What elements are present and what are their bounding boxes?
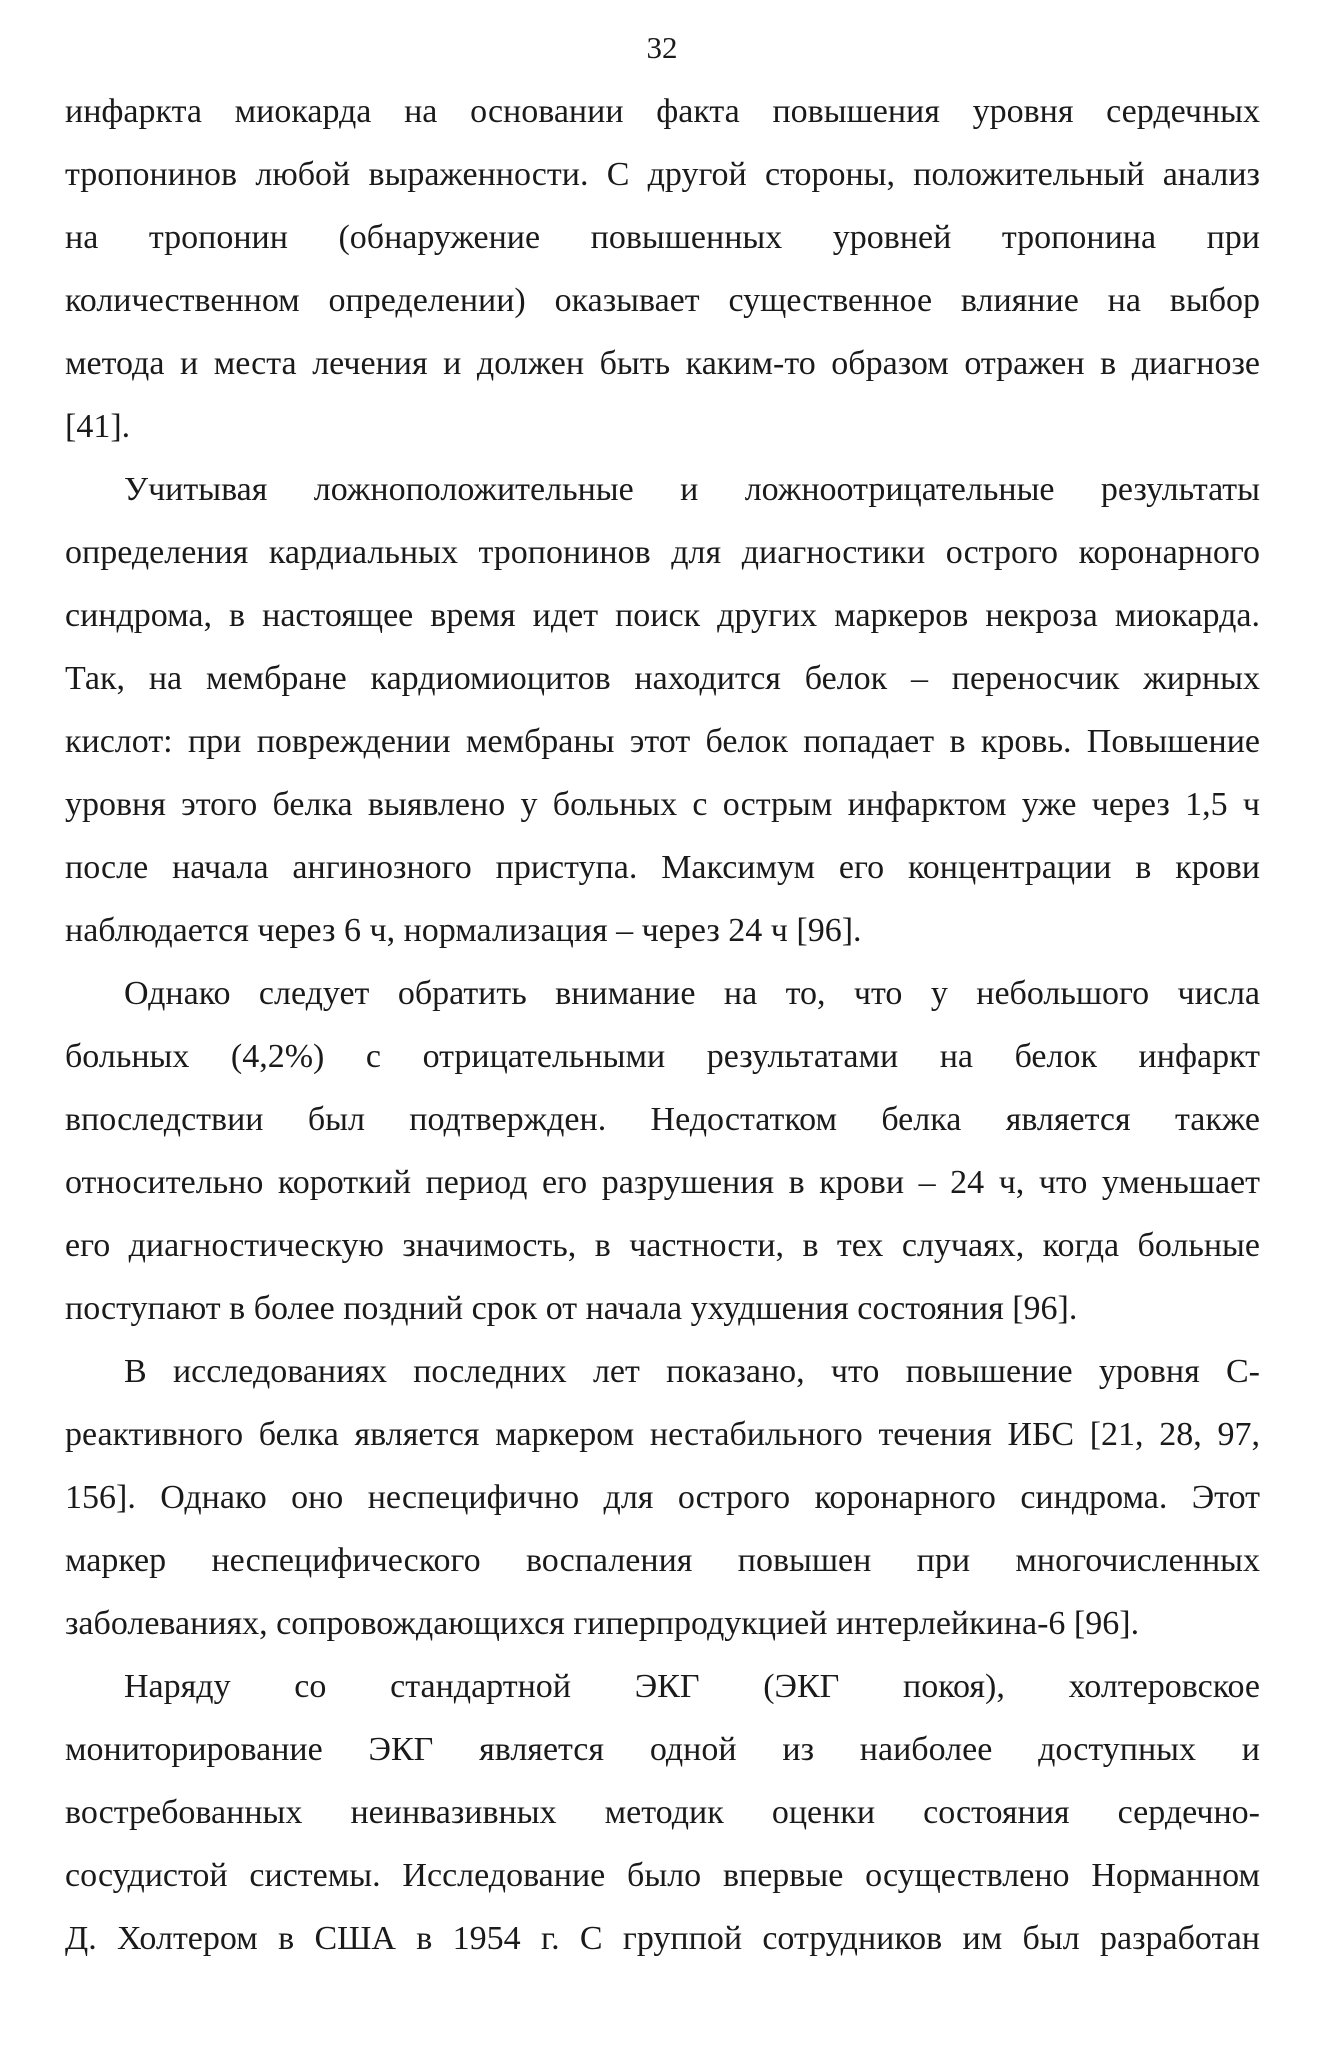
text-line: метода и места лечения и должен быть каким-то образом отражен в диагнозе (65, 345, 1260, 382)
text-line: Наряду со стандартной ЭКГ (ЭКГ покоя), холтеровское (124, 1668, 1260, 1705)
text-line: его диагностическую значимость, в частности, в тех случаях, когда больные (65, 1227, 1260, 1264)
text-line: сосудистой системы. Исследование было впервые осуществлено Норманном (65, 1857, 1260, 1894)
text-line: Д. Холтером в США в 1954 г. С группой сотрудников им был разработан (65, 1920, 1260, 1957)
text-line: впоследствии был подтвержден. Недостатком белка является также (65, 1101, 1260, 1138)
text-line: относительно короткий период его разрушения в крови – 24 ч, что уменьшает (65, 1164, 1260, 1201)
text-line: заболеваниях, сопровождающихся гиперпродукцией интерлейкина-6 [96]. (65, 1605, 1140, 1642)
paragraph-1 (65, 80, 1260, 458)
text-line: инфаркта миокарда на основании факта повышения уровня сердечных (65, 93, 1260, 130)
paragraph-3 (65, 962, 1260, 1340)
text-line: [41]. (65, 408, 131, 445)
text-line: востребованных неинвазивных методик оценки состояния сердечно- (65, 1794, 1260, 1831)
text-line: уровня этого белка выявлено у больных с острым инфарктом уже через 1,5 ч (65, 786, 1260, 823)
text-line: Однако следует обратить внимание на то, что у небольшого числа (124, 975, 1260, 1012)
text-line: В исследованиях последних лет показано, что повышение уровня С- (124, 1353, 1260, 1390)
text-line: Так, на мембране кардиомиоцитов находится белок – переносчик жирных (65, 660, 1260, 697)
paragraph-5 (65, 1655, 1260, 1970)
text-line: определения кардиальных тропонинов для диагностики острого коронарного (65, 534, 1260, 571)
text-line: Учитывая ложноположительные и ложноотрицательные результаты (124, 471, 1260, 508)
text-line: больных (4,2%) с отрицательными результатами на белок инфаркт (65, 1038, 1260, 1075)
text-line: синдрома, в настоящее время идет поиск других маркеров некроза миокарда. (65, 597, 1260, 634)
text-line: поступают в более поздний срок от начала ухудшения состояния [96]. (65, 1290, 1078, 1327)
text-line: после начала ангинозного приступа. Максимум его концентрации в крови (65, 849, 1260, 886)
text-line: реактивного белка является маркером нестабильного течения ИБС [21, 28, 97, (65, 1416, 1260, 1453)
text-line: маркер неспецифического воспаления повышен при многочисленных (65, 1542, 1260, 1579)
text-line: 156]. Однако оно неспецифично для острого коронарного синдрома. Этот (65, 1479, 1260, 1516)
text-line: тропонинов любой выраженности. С другой стороны, положительный анализ (65, 156, 1260, 193)
text-line: мониторирование ЭКГ является одной из наиболее доступных и (65, 1731, 1260, 1768)
text-line: наблюдается через 6 ч, нормализация – через 24 ч [96]. (65, 912, 862, 949)
text-line: кислот: при повреждении мембраны этот белок попадает в кровь. Повышение (65, 723, 1260, 760)
body-text (65, 80, 1260, 1970)
paragraph-2 (65, 458, 1260, 962)
page-number: 32 (646, 30, 678, 65)
text-line: количественном определении) оказывает существенное влияние на выбор (65, 282, 1260, 319)
text-line: на тропонин (обнаружение повышенных уровней тропонина при (65, 219, 1260, 256)
paragraph-4 (65, 1340, 1260, 1655)
